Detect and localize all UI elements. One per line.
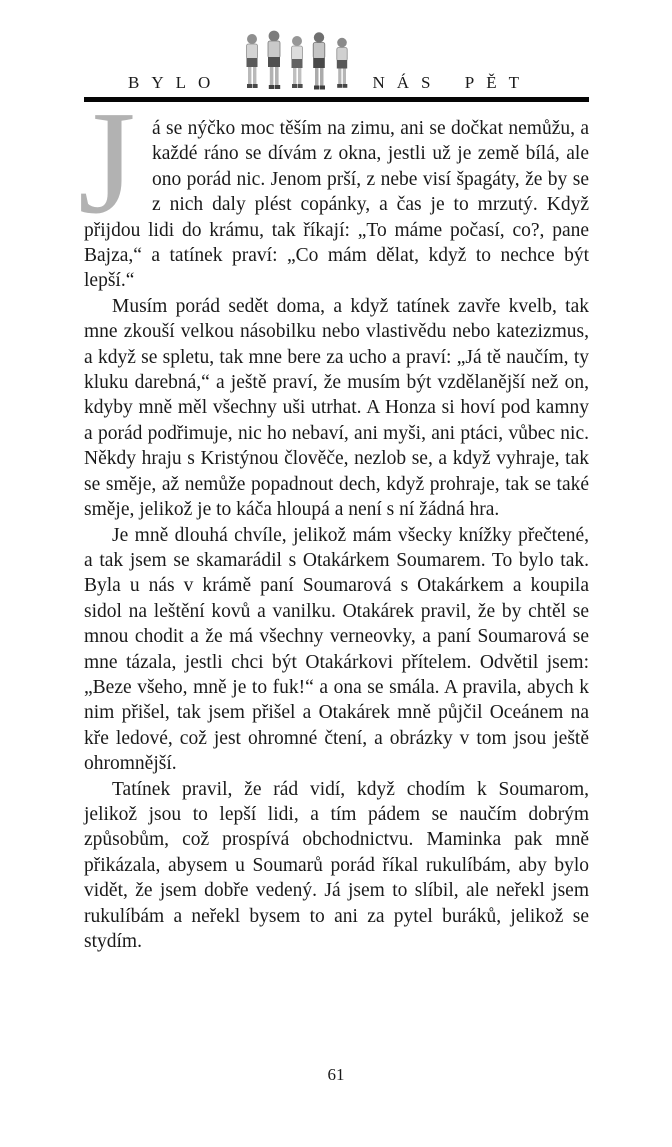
header-title-left: BYLO [128, 73, 223, 92]
page-header [84, 0, 589, 102]
page-number: 61 [327, 1065, 345, 1084]
paragraph-1-text: á se nýčko moc těším na zimu, ani se dočkat nemůžu, a každé ráno se dívám z okna, jestli už je země bílá, ale ono porád nic. Jenom prší, z nebe visí špagáty, že by se z nich daly plést copánky, a čas je to mrzutý. Když přijdou lidi do krámu, tak říkají: „To máme počasí, co?, pane Bajza,“ a tatínek praví: „Co mám dělat, když to nechce být lepší.“ [84, 118, 589, 292]
drop-cap-glyph: J [78, 81, 136, 245]
paragraph-4: Tatínek pravil, že rád vidí, když chodím k Soumarom, jelikož jsou to lepší lidi, a tím pádem se naučím dobrým způsobům, což prospívá obchodnictvu. Maminka pak mně přikázala, abysem u Soumarů porád říkal rukulíbám, aby bylo vidět, že jsem dobře vedený. Já jsem to slíbil, ale neřekl jsem rukulíbám a neřekl bysem to ani za pytel buráků, jelikož se stydím. [84, 778, 589, 952]
five-boys-illustration [241, 29, 353, 96]
header-title-right: NÁS PĚT [372, 73, 531, 92]
drop-cap [78, 81, 144, 245]
paragraph-3: Je mně dlouhá chvíle, jelikož mám všecky knížky přečtené, a tak jsem se skamarádil s Otakárkem Soumarem. To bylo tak. Byla u nás v krámě paní Soumarová s Otakárkem a koupila sidol na leštění kovů a vanilku. Otakárek pravil, že by chtěl se mnou chodit a že má všechny verneovky, a paní Soumarová se mne tázala, jestli chci být Otakárkovi přítelem. Odvětil jsem: „Beze všeho, mně je to fuk!“ a ona se smála. A pravila, abych k nim přišel, tak jsem přišel a Otakárek mně půjčil Oceánem na kře ledové, což jest ohromné čtení, a obrázky v tom jsou ještě ohromnější. [84, 524, 589, 775]
paragraph-2: Musím porád sedět doma, a když tatínek zavře kvelb, tak mne zkouší velkou násobilku nebo vlastivědu nebo katezizmus, a když se spletu, tak mne bere za ucho a praví: „Já tě naučím, ty kluku darebná,“ a ještě praví, že musím být vzdělanější než on, kdyby mně měl všechny uši utrhat. A Honza si hoví pod kamny a porád podřimuje, nic ho nebaví, ani myši, ani ptáci, vůbec nic. Někdy hraju s Kristýnou člověče, nezlob se, a když vyhraje, tak se směje, až nemůže popadnout dech, když prohraje, tak se také směje, jelikož je to káča hloupá a není s ní žádná hra. [84, 295, 589, 521]
header-rule [84, 97, 589, 102]
